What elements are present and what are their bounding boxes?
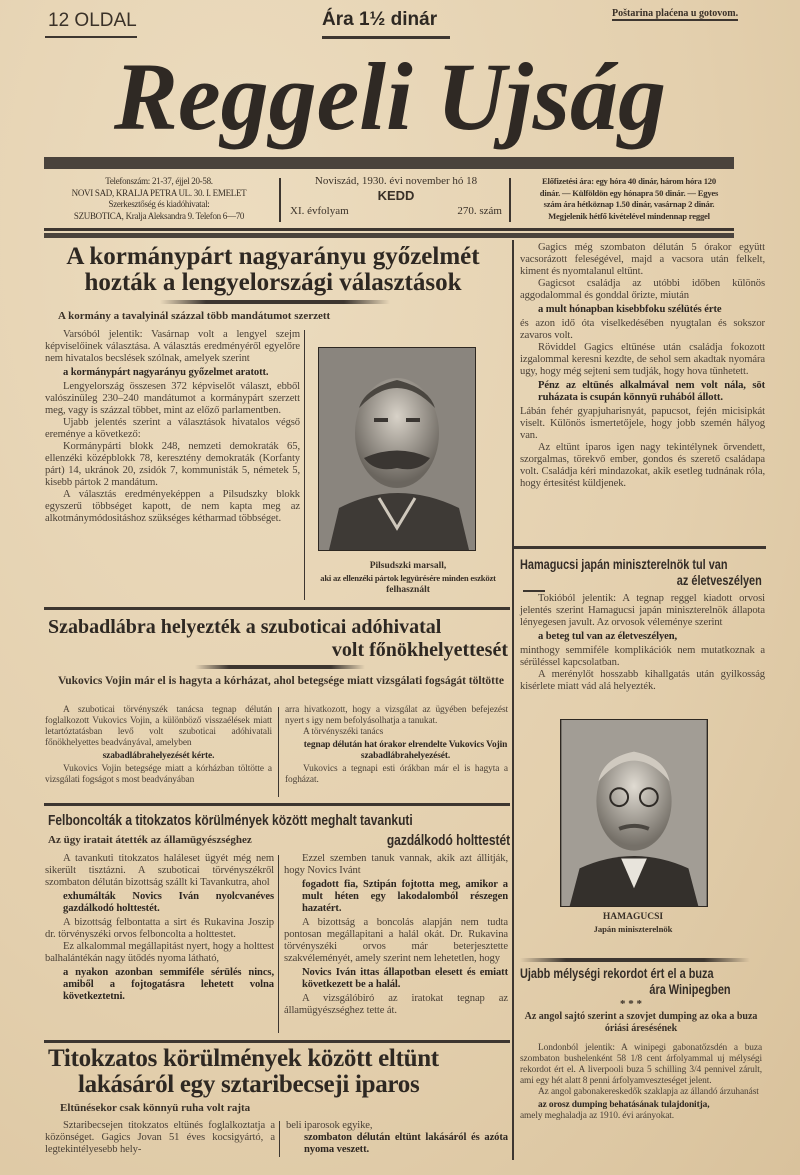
bold-paragraph: az orosz dumping behatásának tulajdonitja,: [538, 1100, 710, 1110]
paragraph: A szuboticai törvényszék tanácsa tegnap délután foglalkozott Vukovics Vojin, a különböző visszaélések miatt letartóztatásban levő volt szuboticai adóhivatali főnökhelyettes beadványával, amelyben: [45, 705, 272, 748]
headline-line: Ujabb mélységi rekordot ért el a buza: [520, 965, 714, 981]
article4-continued: [520, 242, 765, 490]
bold-paragraph: a mult hónapban kisebbfoku szélütés érte: [538, 304, 722, 315]
paragraph: Vukovics a tegnapi esti órákban már el is hagyta a fogházat.: [285, 764, 508, 785]
article3-headline: [48, 812, 413, 830]
postage-note: Poštarina plaćena u gotovom.: [612, 8, 739, 19]
masthead-double-rule: [44, 233, 734, 238]
article4-headline: [48, 1046, 508, 1098]
paragraph: A merénylőt hosszabb kihallgatás után gyilkosság kisérlete miatt vád alá helyezték.: [520, 669, 765, 692]
ornament-rule: [520, 958, 750, 962]
paragraph: Az eltünt iparos igen nagy tekintélynek örvendett, szorgalmas, törekvő ember, gondos és szerető családapa volt. Családja kéri mindazokat, akik esetleg tudnának róla, hogy értesitést küldjenek.: [520, 442, 765, 489]
divider: [278, 855, 279, 1033]
paragraph: A választás eredményeképpen a Pilsudszky blokk egyszerű többséget kapott, de nem kapta meg az alkotmánymódositáshoz szükséges kétharmad többséget.: [45, 489, 300, 524]
portrait-image: [561, 720, 707, 906]
page-number-underline: [45, 36, 137, 38]
article5-body: [520, 593, 765, 693]
bold-paragraph: szombaton délután eltünt lakásáról és azóta nyoma veszett.: [304, 1132, 508, 1155]
headline-line: hozták a lengyelországi választások: [84, 269, 462, 296]
paragraph: Lengyelország összesen 372 képviselőt választ, ebből valószinüleg 230–240 mandátumot a kormánypárt szerzett meg, vagy is százzal többet, mint az előző parlamentben.: [45, 381, 300, 416]
price-label: Ára 1½ dinár: [322, 9, 438, 30]
article4-subhead: Eltünésekor csak könnyü ruha volt rajta: [60, 1102, 251, 1114]
bold-paragraph: a kormánypárt nagyarányu győzelmet aratott.: [63, 367, 269, 378]
headline-line: A kormánypárt nagyarányu győzelmét: [66, 243, 480, 270]
phone-line: Telefonszám: 21-37, éjjel 20-58.: [105, 176, 213, 186]
subscription-line: Megjelenik hétfő kivételével mindennap reggel: [548, 210, 710, 221]
caption-line: aki az ellenzéki pártok legyürésére minden eszközt: [320, 573, 496, 583]
paragraph: arra hivatkozott, hogy a vizsgálat az ügyében befejezést nyert s igy nem befolyásolhatja a tanukat.: [285, 705, 508, 726]
portrait-image: [319, 348, 475, 550]
paragraph: Londonból jelentik: A winipegi gabonatőzsdén a buza szombaton bushelenként 58 1/8 cent árfolyammal uj mélységi rekordot ért el. A liverpooli buza 5 schilling 3/4 pennivel zárult, ami egy hét alatt 8 penni árfolyamveszteséget jelent.: [520, 1043, 762, 1086]
short-rule: [523, 590, 545, 592]
paragraph: Ez alkalommal megállapitást nyert, hogy a holttest balhalántékán nagy ütődés nyoma látható,: [45, 941, 274, 964]
paragraph: Röviddel Gagics eltünése után családja fokozott izgalommal keresni kezdte, de sehol sem akadtak nyomára ugy, hogy még sejteni sem tudják, hogy hova tünhetett.: [520, 342, 765, 377]
contact-info: [43, 176, 275, 222]
ornament-rule: [160, 300, 390, 304]
section-rule: [44, 1040, 510, 1043]
headline-line: lakásáról egy sztaribecseji iparos: [78, 1071, 420, 1098]
issue-number: 270. szám: [457, 205, 502, 217]
masthead-bar: [44, 157, 734, 169]
date-line: Noviszád, 1930. évi november hó 18: [314, 175, 478, 187]
paragraph: Ezzel szemben tanuk vannak, akik azt állitják, hogy Novics Ivánt: [284, 853, 508, 876]
masthead-double-rule: [44, 228, 734, 231]
ornament-rule: [195, 665, 365, 669]
bold-paragraph: fogadott fia, Sztipán fojtotta meg, amikor a mult héten egy lakodalomból részegen hazatért.: [302, 879, 508, 914]
headline-line: volt főnökhelyettesét: [331, 639, 508, 661]
caption-line: Japán miniszterelnök: [593, 924, 673, 934]
paragraph: A tavankuti titokzatos haláleset ügyét még nem sikerült tisztázni. A szuboticai törvényszékről szombaton délután bizottság szállt ki Tavankutra, ahol: [45, 853, 274, 888]
subscription-line: Előfizetési ára: egy hóra 40 dinár, három hóra 120: [541, 176, 717, 186]
paragraph: amely meghaladja az 1910. évi arányokat.: [520, 1111, 675, 1121]
paragraph: A bizottság a boncolás alapján nem tudta pontosan megállapitani a halál okát. Dr. Rukavina törvényszéki orvos már beterjesztette szakvéleményét, amely szerint nem lehetetlen, hogy: [284, 917, 508, 964]
article2-subhead: Vukovics Vojin már el is hagyta a kórházat, ahol betegsége miatt vizsgálati fogságát töltötte: [58, 675, 504, 687]
paragraph: Vukovics Vojin betegsége miatt a kórházban töltötte a vizsgálati fogságot s most beadványában: [45, 764, 272, 785]
article4-col2: [286, 1120, 508, 1158]
bold-paragraph: Pénz az eltünés alkalmával nem volt nála, söt ruházata is csupán könnyü ruhából állott.: [538, 380, 765, 403]
paragraph: A vizsgálóbiró az iratokat tegnap az államügyészséghez tette át.: [284, 993, 508, 1016]
bold-paragraph: tegnap délután hat órakor elrendelte Vukovics Vojin szabadlábrahelyezését.: [303, 740, 508, 761]
column-divider: [512, 240, 514, 1160]
article3-col2: [284, 853, 508, 1017]
masthead-title: Reggeli Ujság: [114, 43, 666, 150]
page-number: 12 OLDAL: [48, 10, 137, 31]
subscription-line: szám ára hétköznap 1.50 dinár, vasárnap 2 dinár.: [543, 199, 715, 209]
article5-headline: [520, 556, 762, 588]
article3-col1: [45, 853, 274, 1005]
paragraph: Gagics még szombaton délután 5 órakor együtt vacsorázott feleségével, majd a vacsora után felkelt, kiment és nyomtalanul eltünt.: [520, 242, 765, 277]
paragraph: A bizottság felbontatta a sirt és Rukavina Joszip dr. törvényszéki orvos felboncolta a holttestet.: [45, 917, 274, 940]
article6-subhead: Az angol sajtó szerint a szovjet dumping az oka a buza óriási áresésének: [524, 1011, 758, 1034]
article1-photo-caption: [308, 560, 508, 596]
paragraph: minthogy semmiféle komplikációk nem mutatkoznak a sérüléssel kapcsolatban.: [520, 645, 765, 668]
headline-line: Szabadlábra helyezték a szuboticai adóhivatal: [48, 616, 442, 638]
bold-paragraph: a nyakon azonban semmiféle sérülés nincs, amiből a fojtogatásra lehetett volna következtetni.: [63, 967, 274, 1002]
article3-subhead: Az ügy iratait átették az államügyészséghez: [48, 834, 252, 846]
paragraph: Varsóból jelentik: Vasárnap volt a lengyel szejm képviselőinek választása. A választás eredményéről egyelőre nem hivatalos becslések szólnak, amelyek szerint: [45, 329, 300, 364]
headline-line: Titokzatos körülmények között eltünt: [48, 1045, 439, 1072]
article6-body: [520, 1043, 762, 1122]
article2-col1: [45, 705, 272, 786]
paragraph: A törvényszéki tanács: [303, 727, 384, 737]
bold-paragraph: exhumálták Novics Iván nyolcvanéves gazdálkodó holttestét.: [63, 891, 274, 914]
caption-line: felhasznált: [386, 585, 430, 595]
divider: [279, 178, 281, 222]
article3-headline-line2: [387, 832, 510, 850]
address-line: NOVI SAD, KRALJA PETRA UL. 30. I. EMELET: [71, 187, 247, 198]
article1-subhead: A kormány a tavalyinál százzal több mandátumot szerzett: [58, 310, 331, 322]
paragraph: beli iparosok egyike,: [286, 1120, 373, 1131]
price-underline: [322, 36, 450, 39]
headline-line: ára Winipegben: [649, 981, 731, 997]
paragraph: Kormánypárti blokk 248, nemzeti demokraták 65, ellenzéki középblokk 78, keresztény demokraták (Korfanty párt) 14, ukránok 20, zsidók 7, kommunisták 5, németek 5, kisebb pártok 2 mandátum.: [45, 441, 300, 488]
subscription-info: [516, 176, 742, 222]
paragraph: Ujabb jelentés szerint a választások hivatalos végső ereménye a következő:: [45, 417, 300, 440]
section-rule: [514, 546, 766, 549]
article1-headline: [42, 244, 504, 296]
headline-line: Felboncolták a titokzatos körülmények között meghalt tavankuti: [48, 812, 413, 829]
headline-line: gazdálkodó holttestét: [386, 832, 510, 849]
article4-col1: [45, 1120, 275, 1156]
caption-line: HAMAGUCSI: [602, 912, 664, 922]
paragraph: Az angol gabonakereskedők szaklapja az állandó árzuhanást: [538, 1087, 759, 1097]
headline-line: az életveszélyen: [676, 572, 762, 588]
divider: [509, 178, 511, 222]
volume: XI. évfolyam: [290, 205, 349, 217]
hamagucsi-portrait: [560, 719, 708, 907]
subscription-line: dinár. — Külföldön egy hónapra 50 dinár. — Egyes: [539, 187, 719, 198]
bold-paragraph: Novics Iván ittas állapotban elesett és emiatt következett be a halál.: [302, 967, 508, 990]
caption-line: Pilsudszki marsall,: [369, 561, 447, 571]
bold-paragraph: a beteg tul van az életveszélyen,: [538, 631, 678, 642]
weekday: KEDD: [377, 188, 415, 203]
divider: [304, 330, 305, 600]
article2-headline: [48, 616, 508, 662]
divider: [279, 1121, 280, 1157]
section-rule: [44, 607, 510, 610]
bold-paragraph: szabadlábrahelyezését kérte.: [102, 751, 215, 761]
article6-stars: * * *: [620, 998, 642, 1010]
paragraph: és azon idő óta viselkedésében nyugtalan és sokszor zavaros volt.: [520, 318, 765, 341]
divider: [278, 707, 279, 797]
headline-line: Hamagucsi japán miniszterelnök tul van: [520, 556, 728, 572]
office-label: Szerkesztőség és kiadóhivatal:: [108, 199, 210, 209]
paragraph: Gagicsot családja az utóbbi időben különös aggodalommal és gonddal őrizte, miután: [520, 278, 765, 301]
paragraph: Tokióból jelentik: A tegnap reggel kiadott orvosi jelentés szerint Hamagucsi japán miniszterelnök állapota lényegesen javult. Az orvosok véleménye szerint: [520, 593, 765, 628]
pilsudski-portrait: [318, 347, 476, 551]
article5-photo-caption: [560, 911, 706, 935]
article2-col2: [285, 705, 508, 786]
date-block: [290, 175, 502, 217]
section-rule: [44, 803, 510, 806]
office-address: SZUBOTICA, Kralja Aleksandra 9. Telefon 6—70: [73, 210, 245, 221]
article6-headline: [520, 965, 754, 997]
article1-body: [45, 329, 300, 525]
paragraph: Sztaribecsejen titokzatos eltünés foglalkoztatja a közönséget. Gagics Jovan 51 éves kocsigyártó, a legtekintélyesebb hely-: [45, 1120, 275, 1155]
paragraph: Lábán fehér gyapjuharisnyát, papucsot, fején micisipkát viselt. Különös ismertetőjele, hogy jobb szemén hályog van.: [520, 406, 765, 441]
